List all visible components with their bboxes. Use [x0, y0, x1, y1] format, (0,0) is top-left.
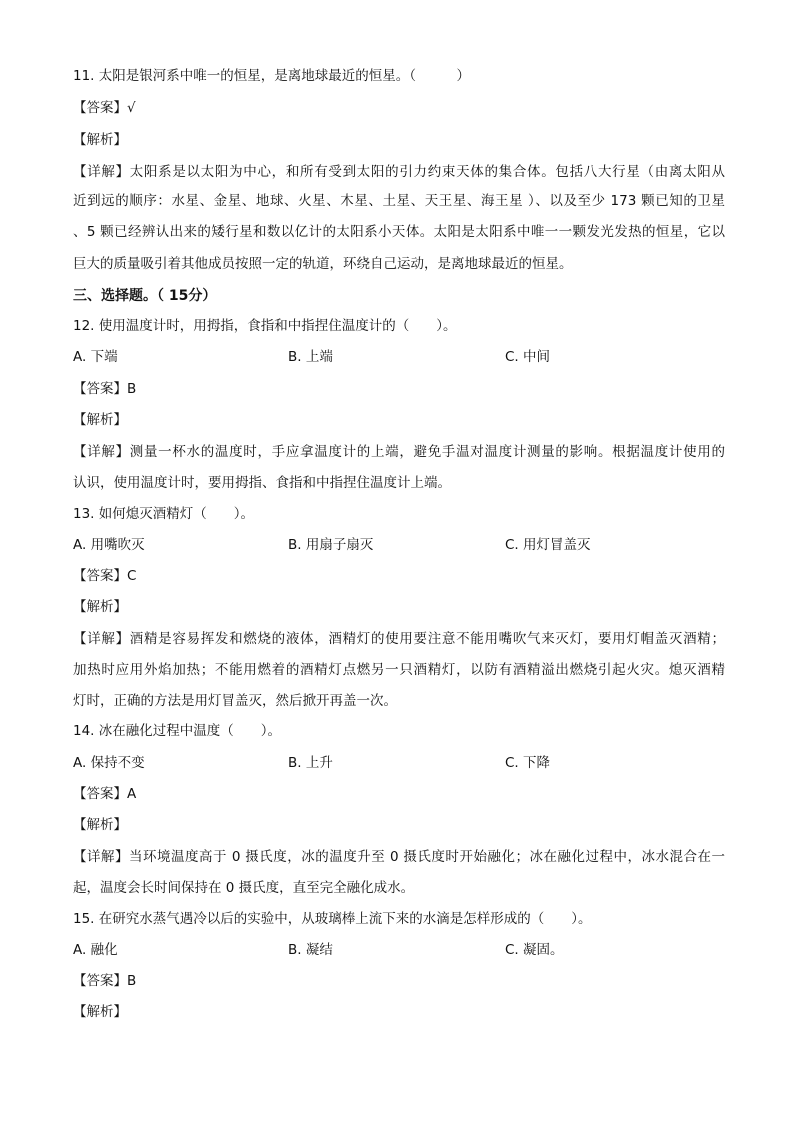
q13-option-a: A. 用嘴吹灭: [73, 537, 145, 553]
q11-analysis-label: 【解析】: [73, 132, 127, 148]
q11-detail-line: 、5 颗已经辨认出来的矮行星和数以亿计的太阳系小天体。太阳是太阳系中唯一一颗发光发热的恒星，它以: [73, 224, 725, 240]
q14-detail-line: 起，温度会长时间保持在 0 摄氏度，直至完全融化成水。: [73, 880, 415, 896]
q12-option-c: C. 中间: [505, 349, 551, 365]
q14-analysis-label: 【解析】: [73, 817, 127, 833]
q14-option-c: C. 下降: [505, 755, 551, 771]
q13-analysis-label: 【解析】: [73, 599, 127, 615]
q14-question: 14. 冰在融化过程中温度（ ）。: [73, 723, 282, 739]
q11-answer: 【答案】√: [73, 100, 136, 116]
q11-detail-line: 近到远的顺序：水星、金星、地球、火星、木星、土星、天王星、海王星 ）、以及至少 173 颗已知的卫星: [73, 193, 725, 209]
q15-option-a: A. 融化: [73, 942, 118, 958]
section-title: 三、选择题。（ 15分）: [73, 288, 217, 304]
q14-detail-line: 【详解】当环境温度高于 0 摄氏度，冰的温度升至 0 摄氏度时开始融化；冰在融化过程中，冰水混合在一: [73, 849, 725, 865]
q12-detail-line: 认识，使用温度计时，要用拇指、食指和中指捏住温度计上端。: [73, 475, 451, 491]
q11-question: 11. 太阳是银河系中唯一的恒星，是离地球最近的恒星。（ ）: [73, 68, 471, 84]
q14-option-b: B. 上升: [288, 755, 333, 771]
q12-analysis-label: 【解析】: [73, 412, 127, 428]
q13-answer: 【答案】C: [73, 568, 137, 584]
q15-analysis-label: 【解析】: [73, 1004, 127, 1020]
q12-answer: 【答案】B: [73, 381, 137, 397]
q15-question: 15. 在研究水蒸气遇冷以后的实验中，从玻璃棒上流下来的水滴是怎样形成的（ ）。: [73, 911, 592, 927]
q13-question: 13. 如何熄灭酒精灯（ ）。: [73, 506, 255, 522]
q15-answer: 【答案】B: [73, 973, 137, 989]
q12-option-b: B. 上端: [288, 349, 333, 365]
q14-answer: 【答案】A: [73, 786, 137, 802]
q12-question: 12. 使用温度计时，用拇指，食指和中指捏住温度计的（ ）。: [73, 318, 457, 334]
q13-detail-line: 【详解】酒精是容易挥发和燃烧的液体，酒精灯的使用要注意不能用嘴吹气来灭灯，要用灯帽盖灭酒精；: [73, 631, 725, 647]
q13-option-b: B. 用扇子扇灭: [288, 537, 374, 553]
q13-detail-line: 灯时，正确的方法是用灯冒盖灭，然后掀开再盖一次。: [73, 693, 397, 709]
q15-option-b: B. 凝结: [288, 942, 333, 958]
q13-option-c: C. 用灯冒盖灭: [505, 537, 591, 553]
q13-detail-line: 加热时应用外焰加热；不能用燃着的酒精灯点燃另一只酒精灯，以防有酒精溢出燃烧引起火灾。熄灭酒精: [73, 662, 725, 678]
q11-detail-line: 巨大的质量吸引着其他成员按照一定的轨道，环绕自己运动，是离地球最近的恒星。: [73, 256, 573, 272]
q12-detail-line: 【详解】测量一杯水的温度时，手应拿温度计的上端，避免手温对温度计测量的影响。根据温度计使用的: [73, 444, 725, 460]
q12-option-a: A. 下端: [73, 349, 118, 365]
q15-option-c: C. 凝固。: [505, 942, 564, 958]
q14-option-a: A. 保持不变: [73, 755, 145, 771]
q11-detail-line: 【详解】太阳系是以太阳为中心，和所有受到太阳的引力约束天体的集合体。包括八大行星（由离太阳从: [73, 164, 725, 180]
